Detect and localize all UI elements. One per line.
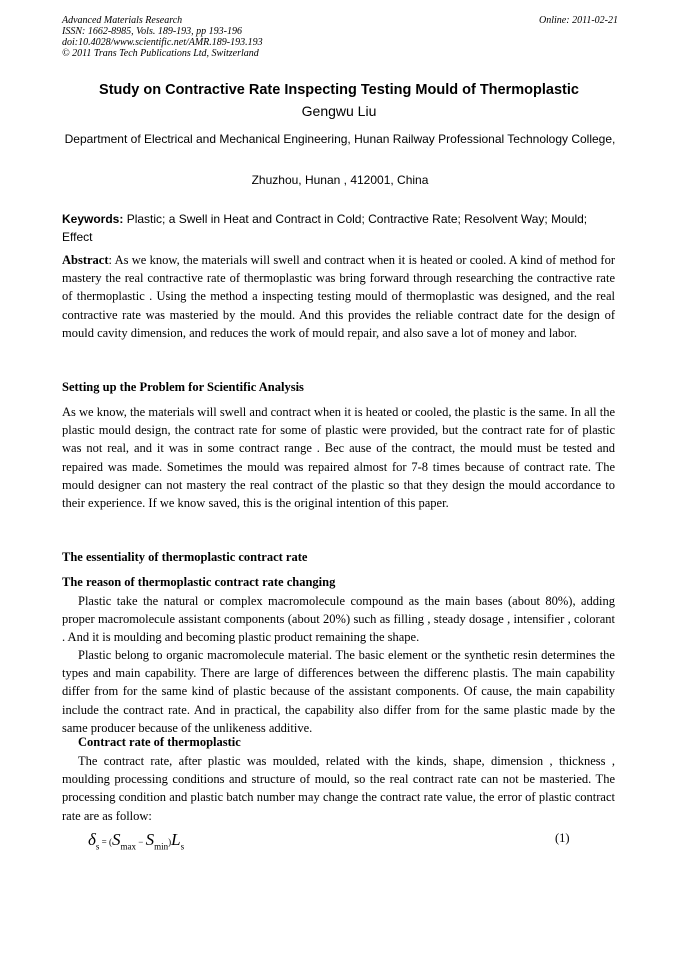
eq-s-max-sub: max (120, 841, 136, 852)
abstract-text: : As we know, the materials will swell and contract when it is heated or cooled. A kind of method for mastery the real contractive rate of thermoplastic was bring forward through researching the contractive rate of thermoplastic . Using the method a inspecting testing mould of thermoplastic was designed, and the real contractive rate was masteried by the mould. And this provides the reliable contract date for the design of mould cavity dimension, and reduces the work of mould repair, and also save a lot of money and labor. (62, 253, 615, 340)
section-heading-problem: Setting up the Problem for Scientific Analysis (62, 380, 304, 394)
journal-name: Advanced Materials Research (62, 15, 183, 26)
eq-equals: = ( (99, 837, 112, 847)
subsection-heading-contract-rate: Contract rate of thermoplastic (78, 735, 241, 749)
journal-header (62, 15, 618, 59)
eq-delta: δ (88, 830, 96, 849)
affiliation: Department of Electrical and Mechanical Engineering, Hunan Railway Professional Technology College, (64, 132, 616, 146)
paper-title: Study on Contractive Rate Inspecting Testing Mould of Thermoplastic (99, 82, 579, 98)
eq-s-min: S (145, 830, 155, 849)
eq-l-sub: s (180, 841, 185, 852)
address: Zhuzhou, Hunan , 412001, China (251, 173, 429, 187)
paragraph-reason-2: Plastic belong to organic macromolecule material. The basic element or the synthetic resin determines the types and main capability. There are large of differences between the differenc plastis. The main capability differ from for the same kind of plastic because of the assistant components. Of cause, the main capability include the contract rate. And in practical, the capability also differ from for the same plastic made by the same producer because of the unlikeness additive. (62, 648, 615, 735)
keywords-label: Keywords: (62, 212, 124, 226)
doi-line: doi:10.4028/www.scientific.net/AMR.189-193.193 (62, 37, 263, 48)
copyright-line: © 2011 Trans Tech Publications Ltd, Switzerland (62, 48, 259, 59)
section-heading-essentiality: The essentiality of thermoplastic contract rate (62, 550, 308, 564)
paragraph-reason-1: Plastic take the natural or complex macromolecule compound as the main bases (about 80%), adding proper macromolecule assistant components (about 20%) such as filling , steady dosage , intensifier , colorant . And it is moulding and becoming plastic product remaining the shape. (62, 594, 615, 645)
issn-line: ISSN: 1662-8985, Vols. 189-193, pp 193-196 (62, 26, 242, 37)
eq-close-paren: ) (168, 837, 172, 847)
author-name: Gengwu Liu (301, 103, 377, 119)
eq-minus: − (136, 837, 146, 847)
keywords (62, 210, 618, 246)
equation-number: (1) (555, 831, 570, 845)
paragraph-contract-rate: The contract rate, after plastic was moulded, related with the kinds, shape, dimension , thickness , moulding processing conditions and structure of mould, so the real contract rate can not be masteried. The processing condition and plastic batch number may change the contract rate value, the error of plastic contract rate are as follow: (62, 754, 615, 823)
abstract (62, 251, 615, 342)
eq-delta-sub: s (95, 841, 100, 852)
subsection-heading-reason: The reason of thermoplastic contract rate changing (62, 575, 336, 589)
keywords-text: Plastic; a Swell in Heat and Contract in Cold; Contractive Rate; Resolvent Way; Mould; Effect (62, 212, 588, 244)
online-date: Online: 2011-02-21 (539, 15, 618, 26)
eq-l: L (171, 830, 181, 849)
eq-s-min-sub: min (154, 841, 169, 852)
equation-1 (88, 830, 184, 851)
section-problem-text: As we know, the materials will swell and contract when it is heated or cooled, the plastic is the same. In all the plastic mould design, the contract rate for some of plastic were provided, but the contract rate for of plastic was not real, and it was in some contract range . Bec ause of the contract, the mould must be tested and repaired was made. Sometimes the mould was repaired almost for 7-8 times because of contract rate. The mould designer can not mastery the real contract of the plastic so that they design the mould accordance to their experience. If we know saved, this is the original intention of this paper. (62, 405, 615, 511)
abstract-label: Abstract (62, 253, 109, 267)
eq-s-max: S (112, 830, 121, 849)
